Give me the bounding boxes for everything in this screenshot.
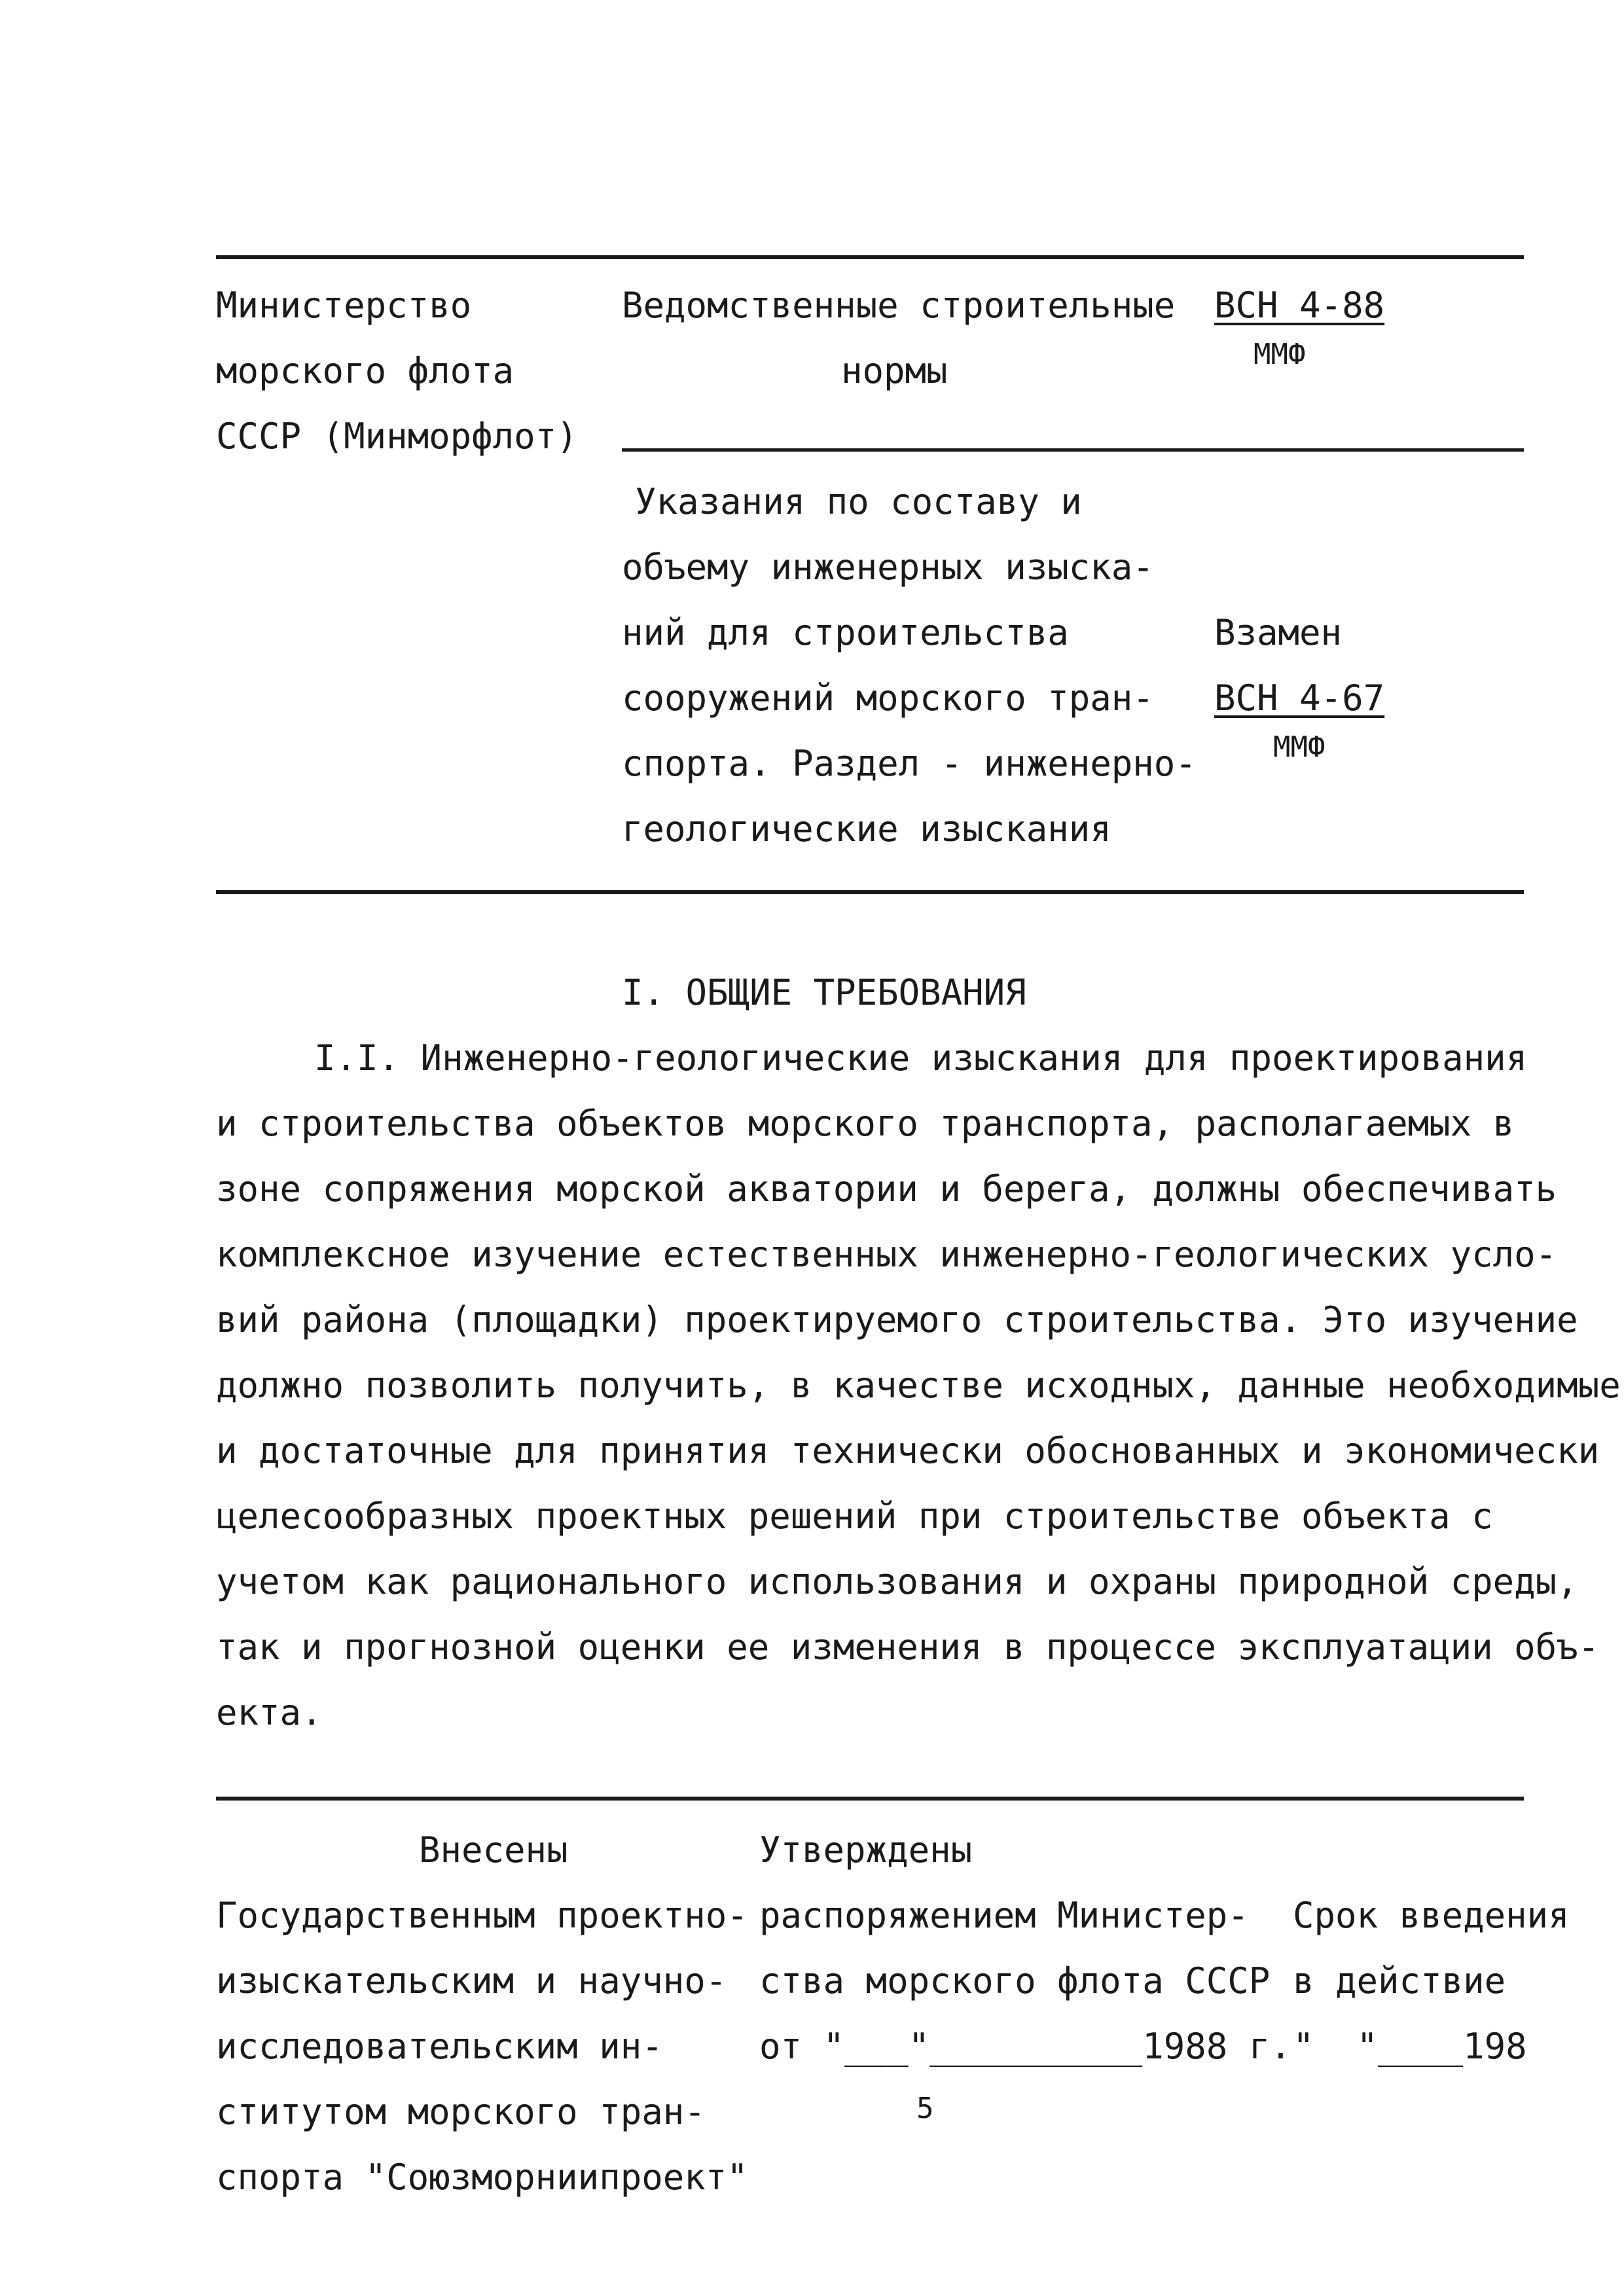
effective-label-2: в действие [1293, 1960, 1506, 2001]
paragraph-line-7: и достаточные для принятия технически обоснованных и экономически [216, 1430, 1600, 1471]
submitted-line-5: спорта "Союзморниипроект" [216, 2157, 748, 2198]
subject-line-6: геологические изыскания [622, 808, 1111, 850]
approved-line-2: ства морского флота СССР [759, 1960, 1271, 2001]
paragraph-line-4: комплексное изучение естественных инженерно-геологических усло- [216, 1234, 1557, 1275]
section-title: I. ОБЩИЕ ТРЕБОВАНИЯ [622, 972, 1026, 1013]
header-bottom-rule [216, 890, 1524, 894]
doc-org: ММФ [1254, 338, 1306, 371]
subject-line-5: спорта. Раздел - инженерно- [622, 743, 1197, 784]
submitted-line-2: изыскательским и научно- [216, 1960, 727, 2001]
paragraph-line-10: так и прогнозной оценки ее изменения в процессе эксплуатации объ- [216, 1626, 1600, 1668]
ministry-line-1: Министерство [216, 285, 472, 326]
paragraph-line-5: вий района (площадки) проектируемого строительства. Это изучение [216, 1299, 1578, 1340]
subject-line-4: сооружений морского тран- [622, 677, 1154, 719]
replace-label: Взамен [1214, 612, 1343, 653]
footer-top-rule [216, 1797, 1524, 1801]
top-rule [216, 255, 1524, 259]
paragraph-line-11: екта. [216, 1692, 323, 1733]
approved-line-1: распоряжением Министер- [759, 1895, 1249, 1936]
submitted-line-4: ститутом морского тран- [216, 2091, 706, 2132]
submitted-line-1: Государственным проектно- [216, 1895, 748, 1936]
subject-line-1: Указания по составу и [635, 481, 1082, 522]
subject-line-2: объему инженерных изыска- [622, 547, 1154, 588]
paragraph-line-2: и строительства объектов морского транспорта, располагаемых в [216, 1103, 1515, 1144]
submitted-line-3: исследовательским ин- [216, 2026, 663, 2067]
paragraph-line-1: I.I. Инженерно-геологические изыскания для проектирования [314, 1037, 1528, 1079]
subject-line-3: ний для строительства [622, 612, 1069, 653]
doc-type-line-1: Ведомственные строительные [622, 285, 1176, 326]
approved-label: Утверждены [759, 1829, 973, 1871]
paragraph-line-8: целесообразных проектных решений при строительстве объекта с [216, 1496, 1493, 1537]
submitted-label: Внесены [419, 1829, 568, 1871]
replace-code: ВСН 4-67 [1214, 677, 1385, 719]
replace-org: ММФ [1273, 730, 1326, 764]
paragraph-line-6: должно позволить получить, в качестве исходных, данные необходимые [216, 1365, 1621, 1406]
header-mid-rule [622, 448, 1524, 452]
effective-date: " "____198 [1293, 2026, 1527, 2067]
doc-type-line-2: нормы [841, 350, 948, 391]
approved-line-3: от "___"__________1988 г. [759, 2026, 1291, 2067]
paragraph-line-9: учетом как рационального использования и охраны природной среды, [216, 1561, 1578, 1602]
ministry-line-2: морского флота [216, 350, 514, 391]
page-number: 5 [916, 2092, 934, 2125]
effective-label-1: Срок введения [1293, 1895, 1570, 1936]
doc-code: ВСН 4-88 [1214, 285, 1385, 326]
paragraph-line-3: зоне сопряжения морской акватории и берега, должны обеспечивать [216, 1168, 1557, 1210]
ministry-line-3: СССР (Минморфлот) [216, 416, 578, 457]
